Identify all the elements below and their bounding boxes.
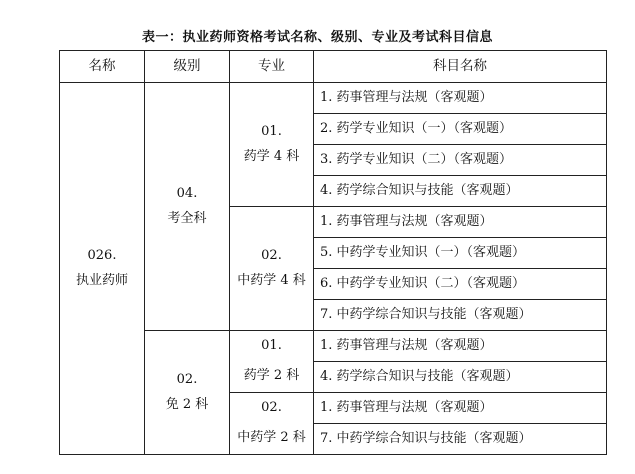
header-level: 级别 — [145, 51, 230, 83]
header-subject: 科目名称 — [314, 51, 607, 83]
subject-cell: 2. 药学专业知识（一）（客观题） — [314, 114, 607, 145]
level-name: 免 2 科 — [165, 396, 209, 412]
major-code-cell: 02. — [230, 393, 314, 424]
major-code-cell: 01. — [230, 331, 314, 362]
major-code: 02. — [261, 247, 282, 263]
exam-info-table — [59, 50, 607, 455]
exam-code: 026. — [87, 247, 117, 263]
header-row — [60, 51, 607, 83]
table-title: 表一：执业药师资格考试名称、级别、专业及考试科目信息 — [141, 30, 493, 45]
level-code: 04. — [176, 185, 198, 201]
subject-cell: 1. 药事管理与法规（客观题） — [314, 393, 607, 424]
level-name: 考全科 — [167, 210, 207, 226]
subject-cell: 1. 药事管理与法规（客观题） — [314, 207, 607, 238]
subject-cell: 6. 中药学专业知识（二）（客观题） — [314, 269, 607, 300]
level-code: 02. — [176, 371, 198, 387]
level-cell — [145, 83, 230, 331]
header-major: 专业 — [230, 51, 314, 83]
exam-name: 执业药师 — [75, 272, 128, 288]
major-name: 中药学 4 科 — [237, 272, 306, 288]
subject-cell: 3. 药学专业知识（二）（客观题） — [314, 145, 607, 176]
table-row — [60, 83, 607, 114]
major-cell — [230, 83, 314, 207]
subject-cell: 1. 药事管理与法规（客观题） — [314, 83, 607, 114]
major-name: 药学 4 科 — [243, 148, 300, 164]
subject-cell: 5. 中药学专业知识（一）（客观题） — [314, 238, 607, 269]
subject-cell: 1. 药事管理与法规（客观题） — [314, 331, 607, 362]
major-name-cell: 中药学 2 科 — [230, 424, 314, 455]
subject-cell: 7. 中药学综合知识与技能（客观题） — [314, 300, 607, 331]
major-name-cell: 药学 2 科 — [230, 362, 314, 393]
level-cell — [145, 331, 230, 455]
exam-name-cell — [60, 83, 145, 455]
major-code: 01. — [261, 123, 282, 139]
header-name: 名称 — [60, 51, 145, 83]
subject-cell: 7. 中药学综合知识与技能（客观题） — [314, 424, 607, 455]
major-cell — [230, 207, 314, 331]
subject-cell: 4. 药学综合知识与技能（客观题） — [314, 176, 607, 207]
subject-cell: 4. 药学综合知识与技能（客观题） — [314, 362, 607, 393]
